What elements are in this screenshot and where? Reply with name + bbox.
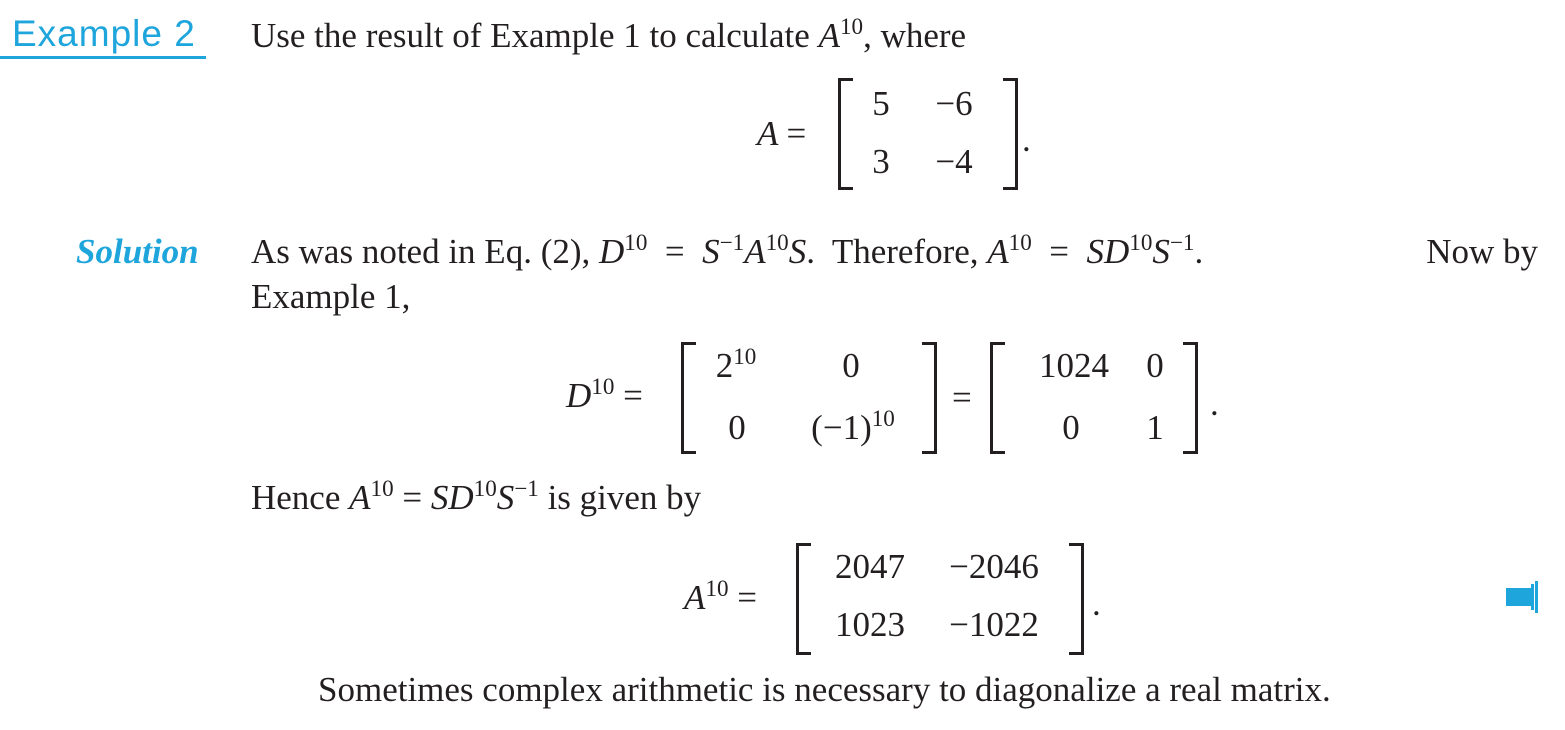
matrix-result [796,543,1084,655]
example-prompt [251,13,967,59]
matrix-a-period: . [1022,120,1031,159]
bracket-right [922,342,937,454]
bracket-left [838,78,853,190]
bracket-left [990,342,1005,454]
end-of-solution-bar-icon [1535,581,1538,613]
solution-line-1: As was noted in Eq. (2), $D^{10} = S^{-1}A^{10}S$. Therefore, $A^{10} = SD^{10}S^{-1}$. Now by [251,229,1538,271]
matrix-cell: 0 [1146,346,1164,385]
hence-line: Hence $A^{10} = SD^{10}S^{-1}$ is given by [251,475,702,517]
result-lhs: $A^{10}$ = [684,575,757,617]
heading-underline [0,56,206,59]
prompt-text: Use the result of Example 1 to calculate $A^{10}$, where [251,13,967,55]
matrix-a [838,78,1018,190]
result-period: . [1092,584,1101,623]
bracket-right [1003,78,1018,190]
end-of-solution-icon [1506,588,1532,606]
solution-line-2: Example 1, [251,277,411,316]
bracket-right [1183,342,1198,454]
bracket-left [796,543,811,655]
matrix-cell: $(-1)^{10}$ [811,405,895,447]
matrix-cell: $2^{10}$ [715,343,757,385]
matrix-cell: 0 [842,346,860,385]
matrix-cell: 0 [1062,408,1080,447]
matrix-d-values [990,342,1198,454]
bracket-right [1069,543,1084,655]
equals-sign: = [952,378,972,417]
matrix-a-lhs: A = [757,114,807,153]
matrix-cell: −2046 [949,547,1039,586]
matrix-cell: 3 [872,142,890,181]
matrix-cell: 2047 [835,547,905,586]
matrix-cell: −6 [935,84,973,123]
bracket-left [681,342,696,454]
solution-label: Solution [76,232,199,271]
matrix-cell: 1024 [1039,346,1109,385]
matrix-cell: −4 [935,142,973,181]
matrix-cell: 0 [728,408,746,447]
matrix-cell: 1023 [835,605,905,644]
matrix-cell: 1 [1146,408,1164,447]
end-of-solution-bar-icon [1531,584,1534,610]
closing-sentence: Sometimes complex arithmetic is necessary to diagonalize a real matrix. [318,670,1331,709]
matrix-cell: 5 [872,84,890,123]
matrix-cell: −1022 [949,605,1039,644]
example-heading: Example 2 [12,13,196,54]
matrix-d-lhs: $D^{10}$ = [566,373,643,415]
matrix-d-period: . [1210,384,1219,423]
matrix-d-powers [681,342,937,454]
